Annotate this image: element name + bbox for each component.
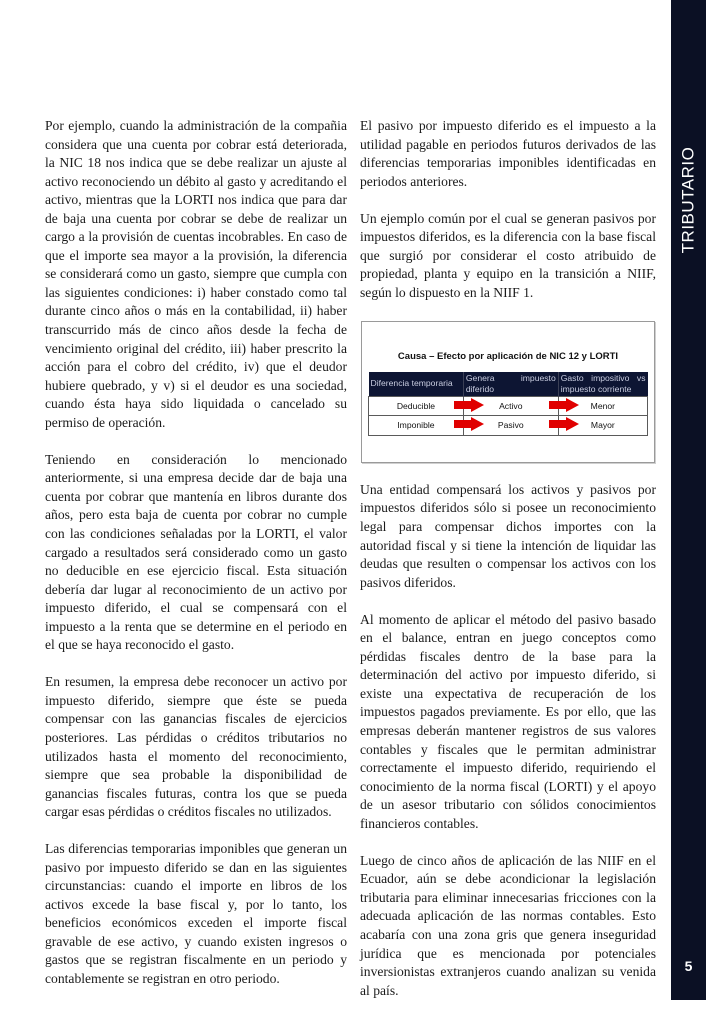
paragraph: Teniendo en consideración lo mencionado anteriormente, si una empresa decide dar de baja una cuenta por cobrar que mantenía en libros durante dos años, pero esta baja de cuenta por cobrar no cumple con las condiciones señaladas por la LORTI, el valor cargado a resultados será considerado como un gasto no deducible en ese ejercicio fiscal. Esta situación debería dar lugar al reconocimiento de un activo por impuesto diferido, el cual se compensará con el impuesto a la renta que se determine en el periodo en el que se haya reconocido el gasto. <box>45 451 347 653</box>
paragraph: Por ejemplo, cuando la administración de la compañia considera que una cuenta por cobrar está deteriorada, la NIC 18 nos indica que se debe realizar un ajuste al activo reconociendo un débito al gasto y acreditando el activo, mientras que la LORTI nos indica que para dar de baja una cuenta por cobrar se debe de realizar un cargo a la provisión de cuentas incobrables. En caso de que el importe sea mayor a la provisión, la diferencia se considerará como un gasto, siempre que cumpla con las siguientes condiciones: i) haber constado como tal durante cinco años o más en la contabilidad, ii) haber transcurrido más de cinco años desde la fecha de vencimiento original del crédito, iii) haber prescrito la acción para el cobro del crédito, iv) que el deudor hubiere quebrado, y v) si el deudor es una sociedad, cuando ésta haya sido liquidada o cancelado su permiso de operación. <box>45 118 347 430</box>
cause-effect-table <box>368 372 648 436</box>
paragraph: En resumen, la empresa debe reconocer un activo por impuesto diferido, siempre que éste se pueda compensar con las ganancias fiscales de ejercicios posteriores. Las pérdidas o créditos tributarios no utilizados hasta el momento del reconocimiento, siempre que sea probable la disponibilidad de ganancias fiscales futuras, contra los que se pueda cargar esas pérdidas o créditos fiscales no utilizados. <box>45 674 347 820</box>
table-cell: Imponible <box>369 416 464 436</box>
right-arrow-icon <box>549 398 579 412</box>
section-sidebar <box>671 0 706 1000</box>
column-header: Gasto impositivo vs impuesto corriente <box>558 372 647 397</box>
paragraph: Las diferencias temporarias imponibles que generan un pasivo por impuesto diferido se dan en las siguientes circunstancias: cuando el importe en libros de los activos excede la base fiscal y, por lo tanto, los beneficios económicos exceden el importe fiscal gravable de ese activo, y cuando existen ingresos o gastos que se registran fiscalmente en un periodo y contablemente se registran en otro periodo. <box>45 841 347 987</box>
right-arrow-icon <box>454 417 484 431</box>
table-cell: Pasivo <box>463 416 558 436</box>
figure-title: Causa – Efecto por aplicación de NIC 12 y LORTI <box>397 350 619 362</box>
paragraph: Un ejemplo común por el cual se generan pasivos por impuestos diferidos, es la diferencia con la base fiscal que surgió por considerar el costo atribuido de propiedad, planta y equipo en la transición a NIIF, según lo dispuesto en la NIIF 1. <box>360 210 656 300</box>
table-cell: Deducible <box>369 396 464 416</box>
right-arrow-icon <box>549 417 579 431</box>
left-column <box>45 117 347 1007</box>
column-header: Genera impuesto diferido <box>463 372 558 397</box>
paragraph: El pasivo por impuesto diferido es el impuesto a la utilidad pagable en periodos futuros derivados de las diferencias temporarias imponibles identificadas en periodos anteriores. <box>360 118 656 189</box>
cause-effect-figure <box>361 321 655 463</box>
column-header: Diferencia temporaria <box>369 372 464 397</box>
table-cell: Activo <box>463 396 558 416</box>
table-cell: Mayor <box>558 416 647 436</box>
table-row <box>369 396 648 416</box>
table-header-row <box>369 372 648 397</box>
paragraph: Al momento de aplicar el método del pasivo basado en el balance, entran en juego conceptos como pérdidas fiscales dentro de la base para la determinación del activo por impuesto diferido, si existe una expectativa de recuperación de los impuestos pagados previamente. Es por ello, que las empresas deberán mantener registros de sus valores contables y fiscales que le permitan administrar correctamente el impuesto diferido, requiriendo el conocimiento de la norma fiscal (LORTI) y el apoyo de un asesor tributario con sólidos conocimientos financieros contables. <box>360 611 656 831</box>
right-column <box>360 117 656 1019</box>
section-title: TRIBUTARIO <box>678 146 698 254</box>
table-row <box>369 416 648 436</box>
page-number: 5 <box>684 958 693 974</box>
paragraph: Una entidad compensará los activos y pasivos por impuestos diferidos sólo si posee un reconocimiento legal para compensar dichos importes con la autoridad fiscal y si tiene la intención de liquidar las deudas que resulten o compensar los activos con los pasivos diferidos. <box>360 481 656 590</box>
right-arrow-icon <box>454 398 484 412</box>
paragraph: Luego de cinco años de aplicación de las NIIF en el Ecuador, aún se debe acondicionar la legislación tributaria para eliminar innecesarias fricciones con la adecuada aplicación de las normas contables. Esto acabaría con una zona gris que genera inseguridad jurídica que es mencionada por potenciales inversionistas extranjeros cuando analizan su venida al país. <box>360 852 656 998</box>
table-cell: Menor <box>558 396 647 416</box>
